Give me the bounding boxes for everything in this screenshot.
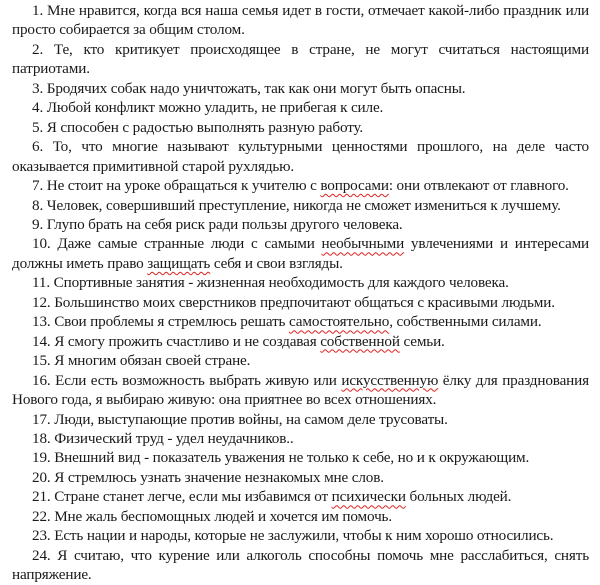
list-item-13: 13. Свои проблемы я стремлюсь решать самостоятельно, собственными силами. bbox=[32, 313, 542, 331]
list-item-10: 10. Даже самые странные люди с самыми необычными увлечениями и интересами должны иметь право защищать себя и свои взгляды. bbox=[12, 235, 590, 272]
list-item-14: 14. Я смогу прожить счастливо и не создавая собственной семьи. bbox=[32, 332, 445, 350]
list-item-11: 11. Спортивные занятия - жизненная необходимость для каждого человека. bbox=[32, 274, 509, 292]
misspelled-word[interactable]: защищать bbox=[147, 254, 211, 272]
misspelled-word[interactable]: самостоятельно bbox=[288, 313, 390, 331]
list-item-4: 4. Любой конфликт можно уладить, не прибегая к силе. bbox=[32, 99, 384, 117]
list-item-23: 23. Есть нации и народы, которые не заслужили, чтобы к ним хорошо относились. bbox=[32, 527, 554, 545]
misspelled-word[interactable]: вопросами bbox=[320, 177, 389, 195]
list-item-20: 20. Я стремлюсь узнать значение незнакомых мне слов. bbox=[32, 468, 384, 486]
list-item-9: 9. Глупо брать на себя риск ради пользы другого человека. bbox=[32, 215, 403, 233]
list-item-24: 24. Я считаю, что курение или алкоголь способны помочь мне расслабиться, снять напряжение. bbox=[12, 546, 589, 584]
list-item-2: 2. Те, кто критикует происходящее в стране, не могут считаться настоящими патриотами. bbox=[12, 40, 589, 78]
document-body bbox=[12, 1, 589, 585]
list-item-22: 22. Мне жаль беспомощных людей и хочется им помочь. bbox=[32, 507, 392, 525]
list-item-7: 7. Не стоит на уроке обращаться к учителю с вопросами: они отвлекают от главного. bbox=[32, 177, 569, 195]
list-item-18: 18. Физический труд - удел неудачников.. bbox=[32, 429, 294, 447]
misspelled-word[interactable]: искусственную bbox=[341, 371, 439, 389]
misspelled-word[interactable]: собственной bbox=[320, 332, 400, 350]
list-item-16: 16. Если есть возможность выбрать живую или искусственную ёлку для празднования Нового года, я выбираю живую: она приятнее во всех отношениях. bbox=[12, 371, 589, 409]
misspelled-word[interactable]: психически bbox=[331, 488, 406, 506]
list-item-19: 19. Внешний вид - показатель уважения не только к себе, но и к окружающим. bbox=[32, 449, 530, 467]
list-item-21: 21. Стране станет легче, если мы избавимся от психически больных людей. bbox=[32, 488, 512, 506]
list-item-5: 5. Я способен с радостью выполнять разную работу. bbox=[32, 118, 364, 136]
list-item-6: 6. То, что многие называют культурными ценностями прошлого, на деле часто оказывается примитивной старой рухлядью. bbox=[12, 138, 589, 175]
list-item-8: 8. Человек, совершивший преступление, никогда не сможет измениться к лучшему. bbox=[32, 196, 561, 214]
list-item-15: 15. Я многим обязан своей стране. bbox=[32, 352, 251, 370]
list-item-3: 3. Бродячих собак надо уничтожать, так как они могут быть опасны. bbox=[32, 79, 466, 97]
list-item-12: 12. Большинство моих сверстников предпочитают общаться с красивыми людьми. bbox=[32, 293, 555, 311]
misspelled-word[interactable]: необычными bbox=[321, 235, 405, 253]
list-item-1: 1. Мне нравится, когда вся наша семья идет в гости, отмечает какой-либо праздник или просто собирается за общим столом. bbox=[12, 2, 589, 39]
list-item-17: 17. Люди, выступающие против войны, на самом деле трусоваты. bbox=[32, 410, 448, 428]
